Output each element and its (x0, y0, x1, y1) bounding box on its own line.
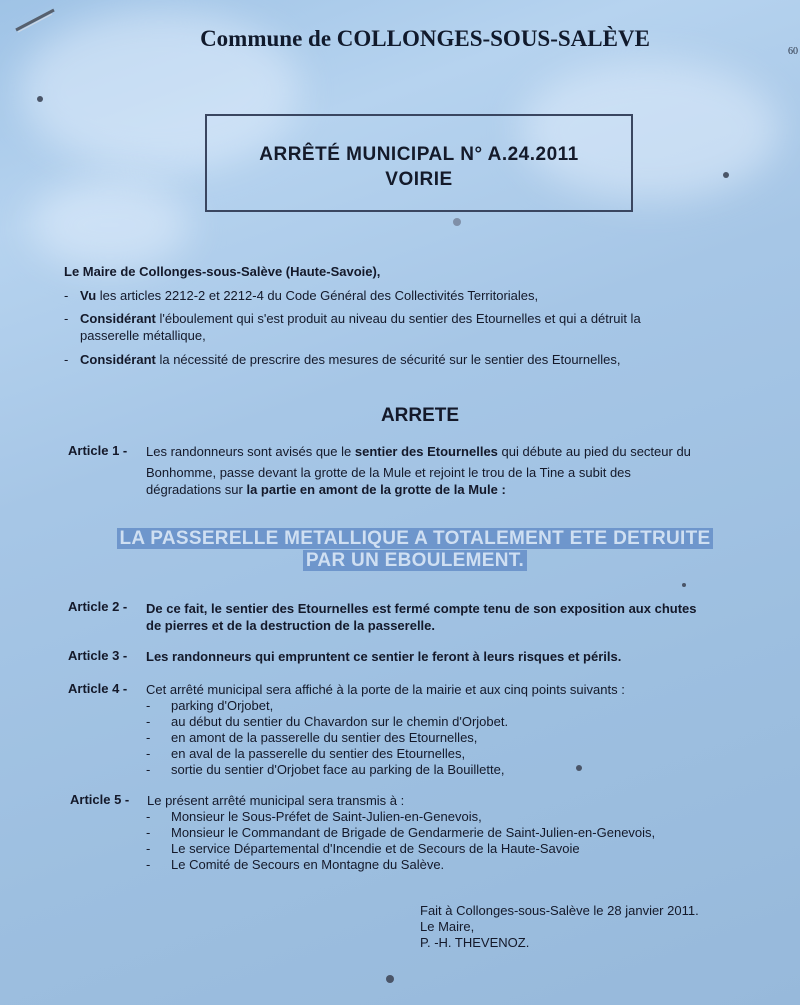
highlight-block (0, 550, 800, 571)
signature-role: Le Maire, (420, 919, 475, 934)
list-dash: - (146, 857, 151, 872)
article-4-point: sortie du sentier d'Orjobet face au parking de la Bouillette, (171, 762, 505, 777)
stain-mark (723, 172, 729, 178)
preamble-item: - (64, 352, 69, 367)
stain-mark (386, 975, 394, 983)
title-line-2: VOIRIE (385, 169, 453, 190)
highlight-block (0, 528, 800, 549)
article-2-line: De ce fait, le sentier des Etournelles est fermé compte tenu de son exposition aux chutes (146, 601, 697, 616)
article-3-line: Les randonneurs qui empruntent ce sentier le feront à leurs risques et périls. (146, 649, 622, 664)
article-5-recipient: Le service Départemental d'Incendie et de Secours de la Haute-Savoie (171, 841, 580, 856)
arrete-heading: ARRETE (380, 405, 460, 426)
preamble-text: les articles 2212-2 et 2212-4 du Code Général des Collectivités Territoriales, (99, 288, 539, 303)
article-1-text: qui débute au pied du secteur du (497, 444, 691, 459)
preamble-item-text (80, 352, 620, 368)
article-4-point: au début du sentier du Chavardon sur le chemin d'Orjobet. (171, 714, 509, 729)
stain-mark (453, 218, 461, 226)
list-dash: - (146, 809, 151, 824)
preamble-item: - (64, 311, 69, 326)
list-dash: - (146, 698, 151, 713)
list-dash: - (146, 730, 151, 745)
article-4-point: en amont de la passerelle du sentier des Etournelles, (171, 730, 478, 745)
article-5-label: Article 5 - (70, 792, 130, 807)
preamble-keyword: Vu (80, 288, 97, 303)
article-1-text: Les randonneurs sont avisés que le (146, 444, 355, 459)
list-dash: - (146, 714, 151, 729)
article-4-label: Article 4 - (68, 681, 128, 696)
preamble-intro: Le Maire de Collonges-sous-Salève (Haute-Savoie), (64, 264, 381, 279)
list-dash: - (146, 762, 151, 777)
list-dash: - (146, 825, 151, 840)
list-dash: - (146, 746, 151, 761)
article-1-emphasis: la partie en amont de la grotte de la Mule : (246, 482, 506, 497)
glare-reflection (30, 180, 190, 270)
stain-mark (37, 96, 43, 102)
article-1-text: dégradations sur (146, 482, 247, 497)
article-1-label: Article 1 - (68, 443, 128, 458)
commune-header: Commune de COLLONGES-SOUS-SALÈVE (200, 26, 650, 51)
highlight-line-1: LA PASSERELLE METALLIQUE A TOTALEMENT ETE DETRUITE (117, 528, 714, 549)
signature-name: P. -H. THEVENOZ. (420, 935, 530, 950)
article-4-intro: Cet arrêté municipal sera affiché à la porte de la mairie et aux cinq points suivants : (146, 682, 625, 697)
preamble-text: passerelle métallique, (80, 328, 206, 343)
thumbtack-icon (12, 4, 58, 36)
list-dash: - (146, 841, 151, 856)
article-2-label: Article 2 - (68, 599, 128, 614)
preamble-keyword: Considérant (80, 352, 156, 367)
title-box (205, 114, 633, 212)
preamble-keyword: Considérant (80, 311, 156, 326)
article-3-label: Article 3 - (68, 648, 128, 663)
preamble-item: - (64, 288, 69, 303)
preamble-text: la nécessité de prescrire des mesures de sécurité sur le sentier des Etournelles, (159, 352, 621, 367)
article-1-line (146, 444, 691, 460)
stain-mark (682, 583, 686, 587)
corner-number: 60 (788, 46, 798, 57)
article-4-point: en aval de la passerelle du sentier des Etournelles, (171, 746, 466, 761)
article-1-line (146, 482, 506, 498)
article-5-recipient: Le Comité de Secours en Montagne du Salève. (171, 857, 445, 872)
title-line-1: ARRÊTÉ MUNICIPAL N° A.24.2011 (259, 144, 579, 165)
preamble-item-text (80, 288, 538, 304)
article-1-emphasis: sentier des Etournelles (354, 444, 498, 459)
article-2-line: de pierres et de la destruction de la passerelle. (146, 618, 436, 633)
stain-mark (576, 765, 582, 771)
article-5-recipient: Monsieur le Commandant de Brigade de Gendarmerie de Saint-Julien-en-Genevois, (171, 825, 656, 840)
highlight-line-2: PAR UN EBOULEMENT. (303, 550, 527, 571)
preamble-item-text (80, 311, 641, 327)
article-4-point: parking d'Orjobet, (171, 698, 274, 713)
article-5-intro: Le présent arrêté municipal sera transmis à : (147, 793, 405, 808)
article-1-line: Bonhomme, passe devant la grotte de la Mule et rejoint le trou de la Tine a subit des (146, 465, 631, 480)
preamble-text: l'éboulement qui s'est produit au niveau du sentier des Etournelles et qui a détruit la (159, 311, 641, 326)
signature-place-date: Fait à Collonges-sous-Salève le 28 janvier 2011. (420, 903, 699, 918)
article-5-recipient: Monsieur le Sous-Préfet de Saint-Julien-en-Genevois, (171, 809, 482, 824)
